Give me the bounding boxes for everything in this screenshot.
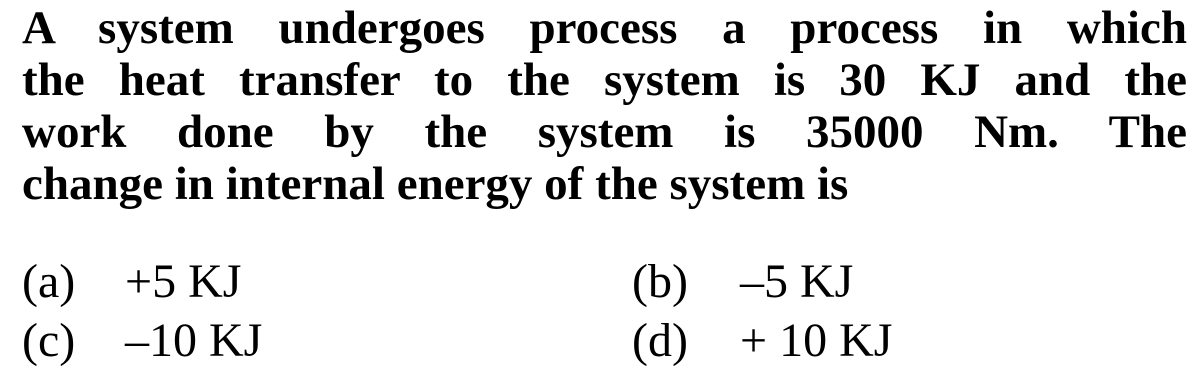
question-line: work done by the system is 35000 Nm. The — [22, 106, 1187, 158]
option-label: (a) — [22, 255, 76, 308]
question-line: change in internal energy of the system is — [22, 158, 849, 210]
option-c[interactable] — [22, 314, 263, 368]
question-line: the heat transfer to the system is 30 KJ and the — [22, 54, 1187, 106]
option-label: (b) — [632, 255, 688, 308]
option-label: (d) — [632, 314, 688, 367]
option-value: +5 KJ — [125, 255, 242, 308]
question-text — [22, 2, 1187, 210]
option-d[interactable] — [632, 314, 893, 368]
question-line: A system undergoes process a process in which — [22, 2, 1187, 54]
option-value: –5 KJ — [740, 255, 854, 308]
option-a[interactable] — [22, 255, 242, 309]
option-value: + 10 KJ — [740, 314, 893, 367]
option-value: –10 KJ — [125, 314, 263, 367]
option-b[interactable] — [632, 255, 854, 309]
option-label: (c) — [22, 314, 76, 367]
